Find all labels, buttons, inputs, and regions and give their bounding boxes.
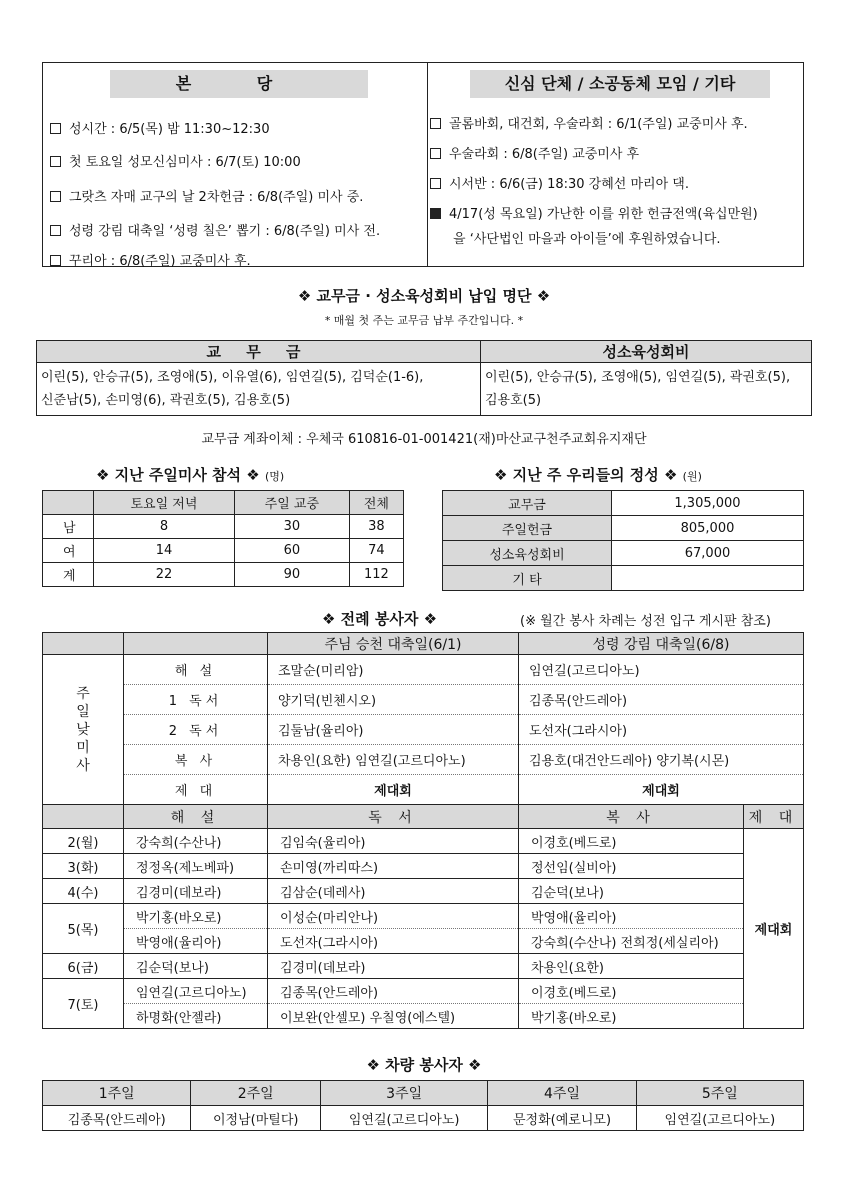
attendance-header (43, 491, 94, 515)
checkbox-bullet-icon (50, 191, 61, 202)
checkbox-bullet-icon (430, 178, 441, 189)
attendance-title-text: ❖ 지난 주일미사 참석 ❖ (96, 466, 260, 484)
vehicle-volunteer: 문정화(예로니모) (488, 1106, 636, 1131)
daily-header: 복 사 (519, 805, 744, 829)
groups-title: 신심 단체 / 소공동체 모임 / 기타 (470, 70, 770, 98)
liturgy-col2-value: 도선자(그라시아) (519, 715, 804, 745)
daily-altar: 제대회 (744, 829, 804, 1029)
attendance-title (96, 464, 284, 485)
daily-commentator: 정정옥(제노베파) (124, 854, 268, 879)
attendance-header: 주일 교중 (234, 491, 349, 515)
daily-commentator: 강숙희(수산나) (124, 829, 268, 854)
fees-col1-cell (37, 363, 481, 416)
offerings-row (443, 491, 804, 516)
bondang-item (50, 151, 301, 170)
fees-subtitle: * 매월 첫 주는 교무금 납부 주간입니다. * (324, 314, 524, 327)
fees-col2-line1: 이린(5), 안승규(5), 조영애(5), 임연길(5), 곽권호(5), (485, 370, 791, 385)
attendance-table (42, 490, 404, 587)
bondang-item-text: 첫 토요일 성모신심미사 : 6/7(토) 10:00 (69, 155, 301, 170)
liturgy-role: 해 설 (124, 655, 268, 685)
attendance-value: 60 (234, 539, 349, 563)
daily-server: 박기홍(바오로) (519, 1004, 744, 1029)
offerings-table (442, 490, 804, 591)
daily-reader: 김종목(안드레아) (268, 979, 519, 1004)
daily-day: 2(월) (43, 829, 124, 854)
liturgy-row (43, 685, 804, 715)
liturgy-col2-value: 임연길(고르디아노) (519, 655, 804, 685)
daily-reader: 이성순(마리안나) (268, 904, 519, 929)
liturgy-title: ❖ 전례 봉사자 ❖ (322, 610, 438, 628)
liturgy-role: 제 대 (124, 775, 268, 806)
notice-divider (427, 63, 428, 266)
checkbox-bullet-icon (430, 118, 441, 129)
liturgy-side-char: 주 (76, 685, 90, 702)
offerings-label: 성소육성회비 (443, 541, 612, 566)
bondang-item-text: 그랏츠 자매 교구의 날 2차헌금 : 6/8(주일) 미사 중. (69, 190, 364, 205)
offerings-label: 교무금 (443, 491, 612, 516)
attendance-value: 38 (349, 515, 403, 539)
attendance-value: 90 (234, 563, 349, 587)
vehicle-volunteer: 김종목(안드레아) (43, 1106, 191, 1131)
bondang-item-text: 성령 강림 대축일 ‘성령 칠은’ 뽑기 : 6/8(주일) 미사 전. (69, 224, 381, 239)
daily-commentator: 하명화(안젤라) (124, 1004, 268, 1029)
bondang-item-text: 성시간 : 6/5(목) 밤 11:30~12:30 (69, 122, 270, 137)
attendance-row-label: 여 (43, 539, 94, 563)
daily-reader: 김경미(데보라) (268, 954, 519, 979)
attendance-header: 전체 (349, 491, 403, 515)
liturgy-col1-value: 제대회 (268, 775, 519, 806)
offerings-row (443, 541, 804, 566)
liturgy-col2-value: 김용호(대건안드레아) 양기복(시몬) (519, 745, 804, 775)
bondang-item (50, 250, 251, 269)
offerings-value: 1,305,000 (612, 491, 804, 516)
vehicle-volunteer: 임연길(고르디아노) (636, 1106, 803, 1131)
liturgy-corner (43, 633, 124, 655)
liturgy-col2-header: 성령 강림 대축일(6/8) (519, 633, 804, 655)
daily-reader: 김삼순(데레사) (268, 879, 519, 904)
daily-header (43, 805, 124, 829)
liturgy-role-header (124, 633, 268, 655)
attendance-unit: (명) (264, 470, 285, 483)
offerings-value (612, 566, 804, 591)
daily-header: 독 서 (268, 805, 519, 829)
liturgy-role: 복 사 (124, 745, 268, 775)
liturgy-col2-value: 김종목(안드레아) (519, 685, 804, 715)
liturgy-table (42, 632, 804, 806)
groups-item-text: 골롬바회, 대건회, 우술라회 : 6/1(주일) 교중미사 후. (449, 117, 748, 132)
liturgy-row (43, 655, 804, 685)
liturgy-role: 1 독서 (124, 685, 268, 715)
attendance-value: 8 (94, 515, 235, 539)
daily-row (43, 954, 804, 979)
attendance-row-label: 남 (43, 515, 94, 539)
groups-item-text: 시서반 : 6/6(금) 18:30 강혜선 마리아 댁. (449, 177, 689, 192)
liturgy-col2-value: 제대회 (519, 775, 804, 806)
daily-row (43, 929, 804, 954)
offerings-label: 주일헌금 (443, 516, 612, 541)
vehicle-title: ❖ 차량 봉사자 ❖ (366, 1056, 482, 1074)
offerings-title (494, 464, 702, 485)
liturgy-col1-value: 김둘남(율리아) (268, 715, 519, 745)
liturgy-row (43, 745, 804, 775)
checkbox-bullet-icon (50, 123, 61, 134)
vehicle-week-header: 4주일 (488, 1081, 636, 1106)
fees-table (36, 340, 812, 416)
liturgy-side-char: 사 (76, 757, 90, 774)
liturgy-row (43, 715, 804, 745)
groups-item (430, 173, 689, 192)
daily-commentator: 박영애(율리아) (124, 929, 268, 954)
attendance-row (43, 515, 404, 539)
attendance-value: 14 (94, 539, 235, 563)
attendance-row (43, 563, 404, 587)
groups-note-line1: 4/17(성 목요일) 가난한 이를 위한 헌금전액(육십만원) (449, 207, 758, 222)
fees-col1-line1: 이린(5), 안승규(5), 조영애(5), 이유열(6), 임연길(5), 김덕순(1-6), (41, 370, 424, 385)
daily-day: 5(목) (43, 904, 124, 954)
attendance-value: 74 (349, 539, 403, 563)
daily-commentator: 임연길(고르디아노) (124, 979, 268, 1004)
checkbox-bullet-icon (50, 225, 61, 236)
liturgy-col1-value: 차용인(요한) 임연길(고르디아노) (268, 745, 519, 775)
liturgy-col1-value: 조말순(미리암) (268, 655, 519, 685)
offerings-row (443, 516, 804, 541)
groups-item (430, 143, 639, 162)
daily-day: 6(금) (43, 954, 124, 979)
bondang-title: 본 당 (110, 70, 368, 98)
bondang-item (50, 118, 270, 137)
vehicle-volunteer: 이정남(마틸다) (191, 1106, 321, 1131)
offerings-value: 805,000 (612, 516, 804, 541)
attendance-header: 토요일 저녁 (94, 491, 235, 515)
daily-server: 이경호(베드로) (519, 979, 744, 1004)
attendance-row-label: 계 (43, 563, 94, 587)
offerings-label: 기 타 (443, 566, 612, 591)
daily-reader: 도선자(그라시아) (268, 929, 519, 954)
daily-commentator: 김순덕(보나) (124, 954, 268, 979)
liturgy-note: (※ 월간 봉사 차례는 성전 입구 게시판 참조) (520, 614, 771, 629)
offerings-unit: (원) (682, 470, 702, 483)
fees-account: 교무금 계좌이체 : 우체국 610816-01-001421(재)마산교구천주교회유지재단 (201, 432, 647, 447)
attendance-value: 30 (234, 515, 349, 539)
fees-col1-header: 교 무 금 (37, 341, 481, 363)
vehicle-table (42, 1080, 804, 1131)
fees-title: ❖ 교무금 · 성소육성회비 납입 명단 ❖ (297, 287, 551, 305)
liturgy-side-label (43, 655, 124, 806)
daily-row (43, 904, 804, 929)
daily-server: 차용인(요한) (519, 954, 744, 979)
bondang-item (50, 186, 363, 205)
groups-note-line2: 을 ‘사단법인 마을과 아이들’에 후원하였습니다. (453, 232, 721, 247)
daily-header: 제 대 (744, 805, 804, 829)
daily-row (43, 1004, 804, 1029)
attendance-row (43, 539, 404, 563)
vehicle-week-header: 2주일 (191, 1081, 321, 1106)
daily-table (42, 804, 804, 1029)
daily-day: 7(토) (43, 979, 124, 1029)
fees-col1-line2: 신준남(5), 손미영(6), 곽권호(5), 김용호(5) (41, 393, 291, 408)
fees-col2-header: 성소육성회비 (481, 341, 812, 363)
daily-day: 4(수) (43, 879, 124, 904)
attendance-value: 22 (94, 563, 235, 587)
groups-note (430, 203, 758, 222)
filled-bullet-icon (430, 208, 441, 219)
vehicle-week-header: 3주일 (321, 1081, 488, 1106)
groups-item-text: 우술라회 : 6/8(주일) 교중미사 후 (449, 147, 640, 162)
checkbox-bullet-icon (50, 255, 61, 266)
offerings-row (443, 566, 804, 591)
daily-reader: 손미영(까리따스) (268, 854, 519, 879)
liturgy-side-char: 미 (76, 739, 90, 756)
fees-col2-line2: 김용호(5) (485, 393, 542, 408)
offerings-title-text: ❖ 지난 주 우리들의 정성 ❖ (494, 466, 678, 484)
liturgy-role: 2 독서 (124, 715, 268, 745)
daily-server: 강숙희(수산나) 전희정(세실리아) (519, 929, 744, 954)
daily-day: 3(화) (43, 854, 124, 879)
bondang-item-text: 꾸리아 : 6/8(주일) 교중미사 후. (69, 254, 251, 269)
liturgy-col1-header: 주님 승천 대축일(6/1) (268, 633, 519, 655)
attendance-value: 112 (349, 563, 403, 587)
groups-item (430, 113, 748, 132)
daily-header: 해 설 (124, 805, 268, 829)
vehicle-week-header: 1주일 (43, 1081, 191, 1106)
daily-reader: 이보완(안셀모) 우칠영(에스텔) (268, 1004, 519, 1029)
vehicle-week-header: 5주일 (636, 1081, 803, 1106)
daily-server: 정선임(실비아) (519, 854, 744, 879)
daily-commentator: 김경미(데보라) (124, 879, 268, 904)
daily-commentator: 박기홍(바오로) (124, 904, 268, 929)
daily-server: 이경호(베드로) (519, 829, 744, 854)
daily-row (43, 979, 804, 1004)
liturgy-side-char: 낮 (76, 721, 90, 738)
liturgy-row (43, 775, 804, 806)
daily-row (43, 829, 804, 854)
checkbox-bullet-icon (50, 156, 61, 167)
fees-col2-cell (481, 363, 812, 416)
liturgy-side-char: 일 (76, 703, 90, 720)
liturgy-col1-value: 양기덕(빈첸시오) (268, 685, 519, 715)
bondang-item (50, 220, 380, 239)
daily-row (43, 879, 804, 904)
daily-row (43, 854, 804, 879)
groups-note-cont (453, 228, 721, 247)
offerings-value: 67,000 (612, 541, 804, 566)
vehicle-volunteer: 임연길(고르디아노) (321, 1106, 488, 1131)
daily-server: 박영애(율리아) (519, 904, 744, 929)
daily-server: 김순덕(보나) (519, 879, 744, 904)
checkbox-bullet-icon (430, 148, 441, 159)
daily-reader: 김임숙(율리아) (268, 829, 519, 854)
